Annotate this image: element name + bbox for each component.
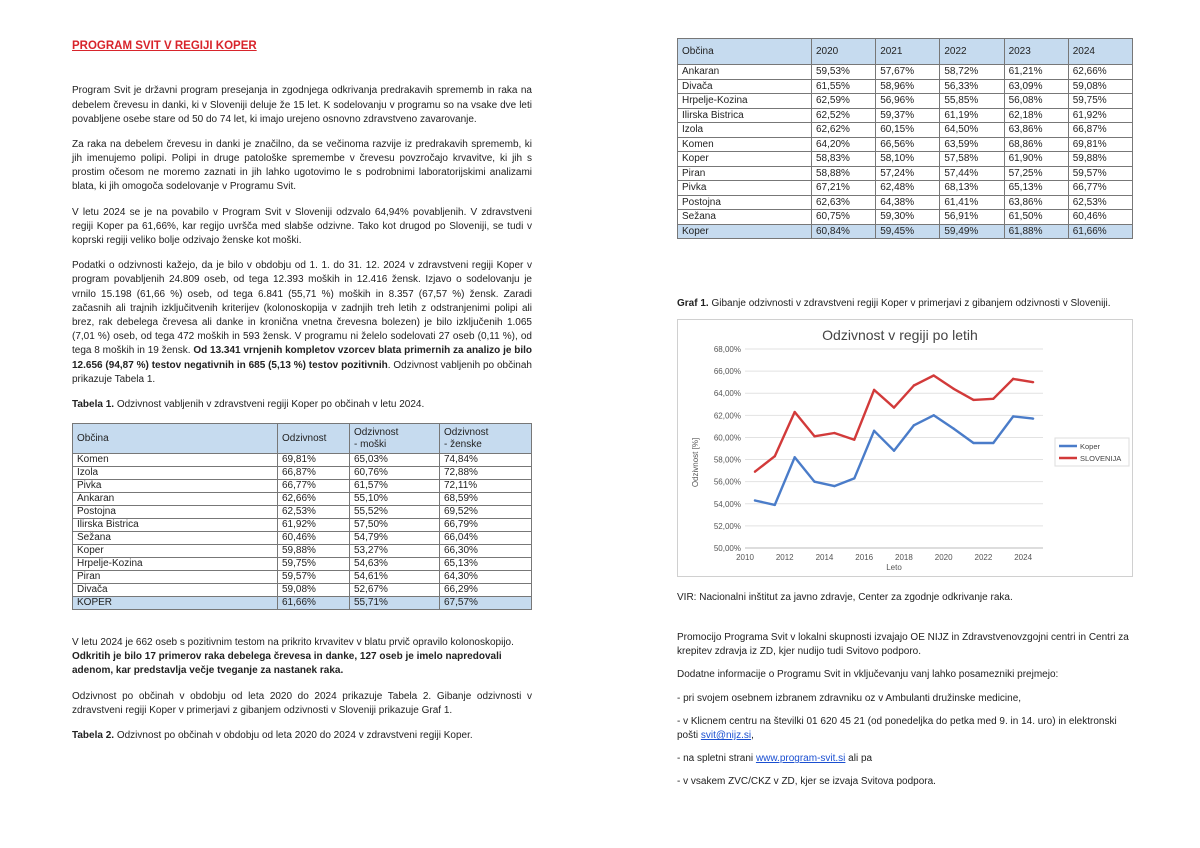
table-cell: 58,10% [876, 152, 940, 167]
promo-item-call-center [677, 715, 1139, 743]
promo-paragraph-1: Promocijo Programa Svit v lokalni skupnosti izvajajo OE NIJZ in Zdravstvenovzgojni centri in Centri za krepitev zdravja iz ZD, kjer nudijo tudi Svitovo podporo. [677, 632, 1129, 658]
table-cell: 56,96% [876, 94, 940, 109]
table-cell: 61,57% [350, 480, 440, 493]
table-row [73, 519, 532, 532]
table-cell: 68,59% [440, 493, 532, 506]
table-cell: Koper [73, 545, 278, 558]
table1-caption-label: Tabela 1. [72, 398, 115, 410]
table-cell: 53,27% [350, 545, 440, 558]
table-cell: 60,46% [278, 532, 350, 545]
table-row [73, 467, 532, 480]
table-cell: 55,52% [350, 506, 440, 519]
table-cell: Hrpelje-Kozina [73, 558, 278, 571]
table-cell: Ilirska Bistrica [73, 519, 278, 532]
y-tick-label: 66,00% [713, 367, 741, 377]
x-tick-label: 2016 [855, 553, 874, 562]
table-cell: 56,33% [940, 79, 1004, 94]
table-cell: 59,57% [1068, 166, 1132, 181]
table-header-cell: Občina [73, 424, 278, 454]
table-cell: Izola [678, 123, 812, 138]
y-tick-label: 54,00% [713, 499, 741, 509]
table-cell: 69,52% [440, 506, 532, 519]
table-cell: 57,44% [940, 166, 1004, 181]
table-cell: 61,19% [940, 108, 1004, 123]
table-cell: 65,13% [1004, 181, 1068, 196]
table-cell: 66,79% [440, 519, 532, 532]
table-cell: 57,25% [1004, 166, 1068, 181]
table-cell: Divača [73, 584, 278, 597]
table-cell: 62,62% [812, 123, 876, 138]
data-point-slovenija [853, 438, 855, 440]
colonoscopy-text: V letu 2024 je 662 oseb s pozitivnim testom na prikrito krvavitev v blatu prvič opravilo kolonoskopijo. [72, 637, 514, 649]
data-point-slovenija [913, 384, 915, 386]
x-tick-label: 2022 [974, 553, 993, 562]
table-cell: 57,24% [876, 166, 940, 181]
data-point-koper [813, 480, 815, 482]
promo-item-doctor: - pri svojem osebnem izbranem zdravniku oz v Ambulanti družinske medicine, [677, 692, 1022, 704]
table-cell: 59,30% [876, 210, 940, 225]
table-cell: Sežana [73, 532, 278, 545]
table-cell: 62,66% [278, 493, 350, 506]
table-cell: 61,21% [1004, 65, 1068, 80]
table1-caption-text: Odzivnost vabljenih v zdravstveni regiji Koper po občinah v letu 2024. [114, 398, 425, 410]
statistics-text-end: . Odzivnost vabljenih po občinah prikazuje Tabela 1. [72, 359, 532, 385]
paragraph-colonoscopy [72, 636, 532, 679]
table-cell: Koper [678, 152, 812, 167]
data-point-koper [913, 424, 915, 426]
table-row [73, 454, 532, 467]
legend-label: Koper [1080, 442, 1101, 451]
y-tick-label: 60,00% [713, 433, 741, 443]
table-cell: 62,48% [876, 181, 940, 196]
table-row [73, 571, 532, 584]
table2-caption-label: Tabela 2. [72, 730, 115, 742]
table-cell: 64,30% [440, 571, 532, 584]
x-tick-label: 2020 [934, 553, 953, 562]
data-point-koper [873, 430, 875, 432]
y-tick-label: 62,00% [713, 411, 741, 421]
table-cell: Ankaran [678, 65, 812, 80]
right-column [677, 38, 1133, 239]
data-point-koper [833, 485, 835, 487]
table-cell: 69,81% [278, 454, 350, 467]
table-total-cell: 59,49% [940, 224, 1004, 239]
data-point-slovenija [893, 406, 895, 408]
table-row [73, 532, 532, 545]
table-row [678, 152, 1133, 167]
table-cell: 63,09% [1004, 79, 1068, 94]
table-cell: 62,52% [812, 108, 876, 123]
table-cell: 66,30% [440, 545, 532, 558]
table-row [678, 108, 1133, 123]
table-cell: Ankaran [73, 493, 278, 506]
table-cell: 65,03% [350, 454, 440, 467]
promo-paragraph-2: Dodatne informacije o Programu Svit in vključevanju vanj lahko posamezniki prejmejo: [677, 669, 1059, 681]
table1-caption [72, 398, 532, 412]
table-cell: 68,86% [1004, 137, 1068, 152]
table-cell: 62,63% [812, 195, 876, 210]
statistics-text: Podatki o odzivnosti kažejo, da je bilo v obdobju od 1. 1. do 31. 12. 2024 v zdravstveni regiji Koper v program povabljenih 24.809 oseb, od tega 12.393 moških in 12.416 žensk. Izjavo o sodelovanju je vrnilo 15.198 (61,66 %) oseb, od tega 6.841 (55,71 %) moških in 8.357 (67,57 %) žensk. Zaradi začasnih ali trajnih izključitvenih kriterijev (kolonoskopija v zadnjih treh letih z odstranjenimi polipi ali brez, rak debelega črevesa ali danke in kronična vnetna črevesna bolezen) je bilo izključenih 1.065 (7,01 %) oseb, od tega 472 moških in 593 žensk. V programu ni želelo sodelovati 27 oseb (0,11 %), od tega 8 moških in 19 žensk. [72, 260, 532, 357]
colonoscopy-bold-text: Odkritih je bilo 17 primerov raka debelega črevesa in danke, 127 oseb je imelo napredovali adenom, kar predstavlja večje tveganje za nastanek raka. [72, 651, 502, 677]
data-point-slovenija [774, 455, 776, 457]
call-center-text: - v Klicnem centru na številki 01 620 45 21 (od ponedeljka do petka med 9. in 14. uro) in elektronski pošti [677, 715, 1117, 741]
chart-caption-text: Gibanje odzivnosti v zdravstveni regiji Koper v primerjavi z gibanjem odzivnosti v Sloveniji. [708, 298, 1111, 309]
table-cell: 66,77% [278, 480, 350, 493]
email-link[interactable]: svit@nijz.si [700, 729, 752, 741]
table-cell: Ilirska Bistrica [678, 108, 812, 123]
table-total-cell: 61,66% [1068, 224, 1132, 239]
table-row [73, 506, 532, 519]
table-row [678, 123, 1133, 138]
data-point-slovenija [1012, 378, 1014, 380]
table-cell: 68,13% [940, 181, 1004, 196]
table-row [73, 493, 532, 506]
table-cell: 59,08% [278, 584, 350, 597]
data-point-koper [1012, 415, 1014, 417]
table-row [678, 94, 1133, 109]
table-cell: 66,87% [1068, 123, 1132, 138]
table-cell: 62,66% [1068, 65, 1132, 80]
x-axis-label: Leto [886, 563, 902, 572]
table-row [678, 210, 1133, 225]
website-text: - na spletni strani [677, 753, 756, 765]
data-point-koper [972, 442, 974, 444]
table-cell: 66,56% [876, 137, 940, 152]
y-tick-label: 56,00% [713, 477, 741, 487]
table-cell: 59,57% [278, 571, 350, 584]
table-total-cell: 59,45% [876, 224, 940, 239]
left-column [72, 38, 532, 754]
table-row [73, 480, 532, 493]
table-cell: 63,59% [940, 137, 1004, 152]
table-cell: 60,75% [812, 210, 876, 225]
table-cell: 52,67% [350, 584, 440, 597]
document-title: PROGRAM SVIT V REGIJI KOPER [72, 40, 257, 52]
data-point-slovenija [754, 471, 756, 473]
promo-item-website [677, 752, 1139, 766]
table-total-cell: Koper [678, 224, 812, 239]
table-cell: 74,84% [440, 454, 532, 467]
table-row [73, 558, 532, 571]
data-point-koper [754, 499, 756, 501]
promo-item-health-center: - v vsakem ZVC/CKZ v ZD, kjer se izvaja Svitova podpora. [677, 776, 936, 788]
paragraph-table2-intro: Odzivnost po občinah v obdobju od leta 2020 do 2024 prikazuje Tabela 2. Gibanje odzivnosti v zdravstveni regiji Koper v primerjavi z gibanjem odzivnosti v Sloveniji prikazuje Graf 1. [72, 690, 532, 716]
table-cell: 60,76% [350, 467, 440, 480]
table-response-by-year [677, 38, 1133, 239]
table-cell: 60,15% [876, 123, 940, 138]
table-total-cell: KOPER [73, 597, 278, 610]
table-total-cell: 61,66% [278, 597, 350, 610]
source-note: VIR: Nacionalni inštitut za javno zdravje, Center za zgodnje odkrivanje raka. [677, 592, 1013, 603]
table2-caption [72, 729, 532, 743]
promo-section [677, 631, 1139, 799]
table-cell: 61,92% [1068, 108, 1132, 123]
data-point-slovenija [933, 374, 935, 376]
chart-container [677, 319, 1133, 577]
table-row [678, 137, 1133, 152]
table-cell: 55,10% [350, 493, 440, 506]
table-cell: 59,53% [812, 65, 876, 80]
data-point-koper [992, 442, 994, 444]
table-cell: 59,08% [1068, 79, 1132, 94]
table-cell: 59,88% [1068, 152, 1132, 167]
table-total-cell: 61,88% [1004, 224, 1068, 239]
table-cell: 57,58% [940, 152, 1004, 167]
table-cell: Komen [73, 454, 278, 467]
data-point-slovenija [972, 399, 974, 401]
table-cell: Pivka [678, 181, 812, 196]
data-point-koper [1032, 417, 1034, 419]
table-header-cell: 2024 [1068, 39, 1132, 65]
table-cell: 62,53% [278, 506, 350, 519]
table-cell: 72,88% [440, 467, 532, 480]
table-row [73, 584, 532, 597]
table2-caption-text: Odzivnost po občinah v obdobju od leta 2020 do 2024 v zdravstveni regiji Koper. [114, 730, 473, 742]
table-cell: 66,77% [1068, 181, 1132, 196]
website-text-end: ali pa [845, 753, 873, 765]
table-cell: 56,91% [940, 210, 1004, 225]
table-cell: 67,21% [812, 181, 876, 196]
table-cell: 64,38% [876, 195, 940, 210]
table-header-cell: 2021 [876, 39, 940, 65]
x-tick-label: 2024 [1014, 553, 1033, 562]
table-row [678, 195, 1133, 210]
table-cell: Postojna [73, 506, 278, 519]
table-cell: 61,92% [278, 519, 350, 532]
table-cell: Piran [73, 571, 278, 584]
data-point-koper [853, 477, 855, 479]
table-cell: 57,67% [876, 65, 940, 80]
table-cell: 66,87% [278, 467, 350, 480]
data-point-koper [774, 504, 776, 506]
table-cell: 61,41% [940, 195, 1004, 210]
table-cell: 62,59% [812, 94, 876, 109]
x-tick-label: 2010 [736, 553, 754, 562]
data-point-slovenija [992, 398, 994, 400]
table-header-cell: 2022 [940, 39, 1004, 65]
table-cell: 72,11% [440, 480, 532, 493]
chart-caption-label: Graf 1. [677, 298, 709, 309]
chart-title: Odzivnost v regiji po letih [822, 327, 978, 343]
statistics-bold-text: Od 13.341 vrnjenih kompletov vzorcev blata primernih za analizo je bilo 12.656 (94,87 %) testov negativnih in 685 (5,13 %) testov pozitivnih [72, 345, 532, 371]
table-cell: 56,08% [1004, 94, 1068, 109]
table-total-cell: 67,57% [440, 597, 532, 610]
table-cell: 59,75% [278, 558, 350, 571]
table-row [678, 79, 1133, 94]
table-header-cell: Občina [678, 39, 812, 65]
website-link[interactable]: www.program-svit.si [755, 753, 846, 765]
x-tick-label: 2012 [775, 553, 794, 562]
data-point-slovenija [793, 411, 795, 413]
table-header-cell: Odzivnost [278, 424, 350, 454]
data-point-koper [952, 427, 954, 429]
data-point-slovenija [1032, 381, 1034, 383]
table-response-by-municipality [72, 423, 532, 610]
table-cell: Sežana [678, 210, 812, 225]
table-cell: 63,86% [1004, 123, 1068, 138]
paragraph-polyps: Za raka na debelem črevesu in danki je značilno, da se večinoma razvije iz predrakavih sprememb, ki jih imenujemo polipi. Polipi in druge patološke spremembe v črevesu povzročajo krvavitve, ki jih s prostim očesom ne moremo zaznati in jih lahko ugotovimo le s podrobnimi laboratorijskimi analizami blata, ki jih omogoča sodelovanje v Programu Svit. [72, 138, 532, 193]
data-point-slovenija [813, 435, 815, 437]
table-cell: Pivka [73, 480, 278, 493]
table-cell: Divača [678, 79, 812, 94]
table-row [678, 65, 1133, 80]
table-header-cell: 2023 [1004, 39, 1068, 65]
y-tick-label: 50,00% [713, 544, 741, 553]
paragraph-intro: Program Svit je državni program presejanja in zgodnjega odkrivanja predrakavih sprememb in raka na debelem črevesu in danki, ki v Sloveniji deluje že 15 let. K sodelovanju v programu so na vsake dve leti povabljene osebe stare od 50 do 74 let, ki imajo urejeno osnovno zdravstveno zavarovanje. [72, 85, 532, 125]
response-line-chart [677, 319, 1133, 577]
table-cell: 64,20% [812, 137, 876, 152]
table-cell: 54,61% [350, 571, 440, 584]
table-total-cell: 55,71% [350, 597, 440, 610]
paragraph-statistics [72, 259, 532, 387]
table-header-cell: 2020 [812, 39, 876, 65]
legend-label: SLOVENIJA [1080, 454, 1122, 463]
table-cell: Komen [678, 137, 812, 152]
table-cell: Izola [73, 467, 278, 480]
y-tick-label: 64,00% [713, 389, 741, 399]
table-cell: 61,50% [1004, 210, 1068, 225]
data-point-koper [793, 456, 795, 458]
table-cell: Postojna [678, 195, 812, 210]
table-cell: 54,63% [350, 558, 440, 571]
chart-caption [677, 297, 1147, 311]
y-tick-label: 58,00% [713, 455, 741, 465]
y-tick-label: 52,00% [713, 521, 741, 531]
table-cell: 58,96% [876, 79, 940, 94]
data-point-slovenija [952, 388, 954, 390]
data-point-slovenija [873, 389, 875, 391]
data-point-koper [933, 414, 935, 416]
table-total-cell: 60,84% [812, 224, 876, 239]
y-tick-label: 68,00% [713, 345, 741, 354]
table-cell: 59,37% [876, 108, 940, 123]
table-cell: Piran [678, 166, 812, 181]
table-cell: 66,29% [440, 584, 532, 597]
table-header-cell: Odzivnost - moški [350, 424, 440, 454]
table-cell: 54,79% [350, 532, 440, 545]
table-total-row [73, 597, 532, 610]
x-tick-label: 2018 [895, 553, 913, 562]
table-cell: 58,83% [812, 152, 876, 167]
table-cell: 62,53% [1068, 195, 1132, 210]
call-center-text-end: , [751, 729, 754, 741]
table-header-cell: Odzivnost - ženske [440, 424, 532, 454]
data-point-koper [893, 450, 895, 452]
table-cell: 62,18% [1004, 108, 1068, 123]
table-cell: 61,90% [1004, 152, 1068, 167]
table-total-row [678, 224, 1133, 239]
table-row [73, 545, 532, 558]
table-row [678, 181, 1133, 196]
table-cell: 69,81% [1068, 137, 1132, 152]
table-cell: 61,55% [812, 79, 876, 94]
table-cell: Hrpelje-Kozina [678, 94, 812, 109]
table-cell: 55,85% [940, 94, 1004, 109]
table-cell: 65,13% [440, 558, 532, 571]
table-cell: 57,50% [350, 519, 440, 532]
table-cell: 60,46% [1068, 210, 1132, 225]
table-cell: 63,86% [1004, 195, 1068, 210]
table-cell: 66,04% [440, 532, 532, 545]
x-tick-label: 2014 [815, 553, 834, 562]
paragraph-response-2024: V letu 2024 se je na povabilo v Program Svit v Sloveniji odzvalo 64,94% povabljenih. V zdravstveni regiji Koper pa 61,66%, kar regijo uvršča med slabše odzivne. Tako kot drugod po Sloveniji, se tudi v koprski regiji veliko bolje odzivajo ženske kot moški. [72, 206, 532, 247]
table-cell: 58,72% [940, 65, 1004, 80]
table-cell: 64,50% [940, 123, 1004, 138]
table-cell: 59,88% [278, 545, 350, 558]
table-row [678, 166, 1133, 181]
data-point-slovenija [833, 432, 835, 434]
y-axis-label: Odzivnost [%] [691, 437, 700, 488]
table-cell: 58,88% [812, 166, 876, 181]
table-cell: 59,75% [1068, 94, 1132, 109]
